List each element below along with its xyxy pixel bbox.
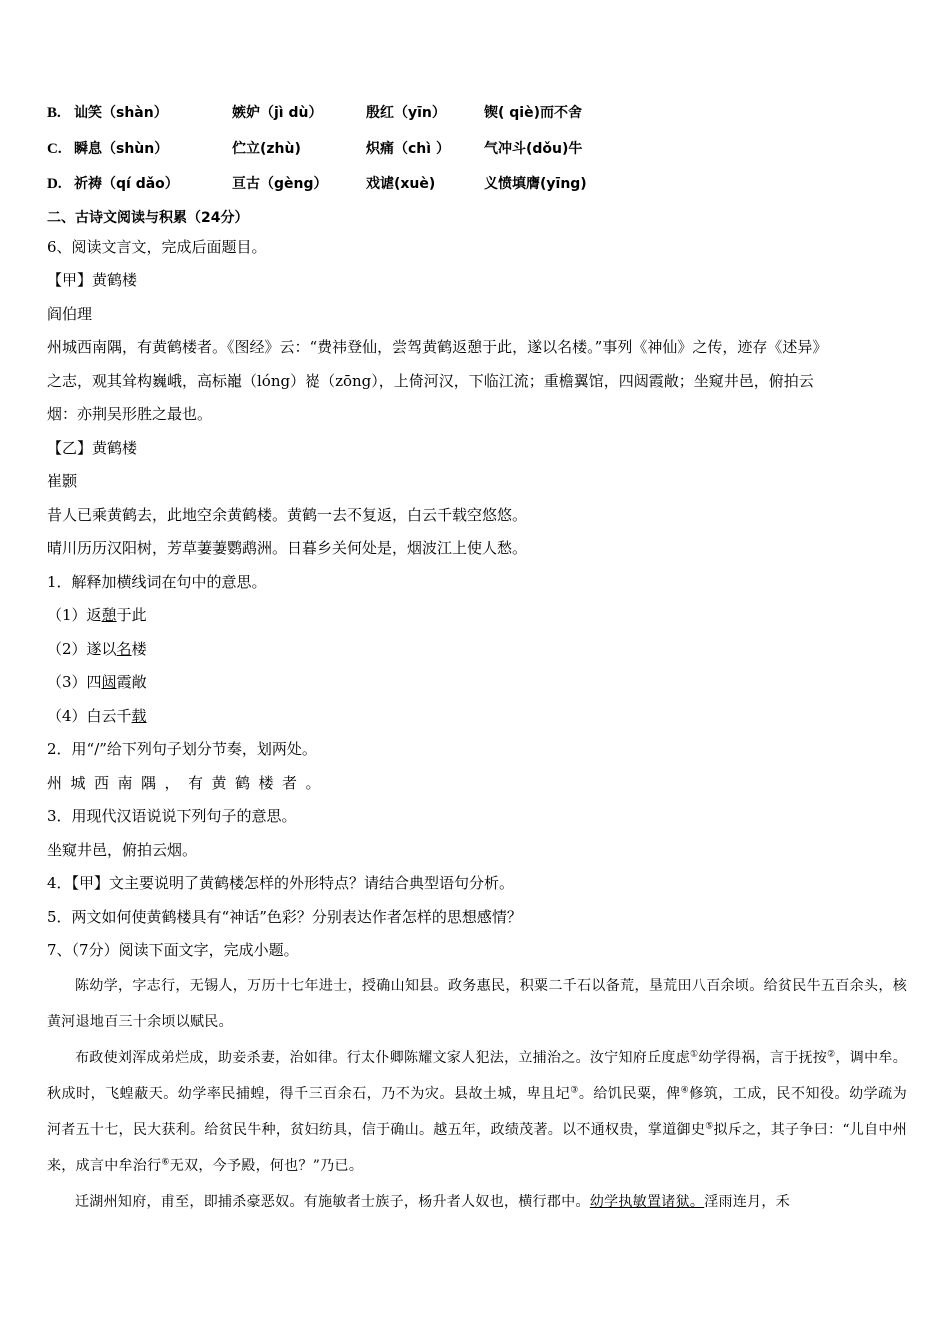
option-b <box>47 96 907 132</box>
option-item: 气冲斗(dǒu)牛 <box>484 140 583 157</box>
q7-instruction: 7、（7分）阅读下面文字，完成小题。 <box>47 941 299 959</box>
footnote-mark: ② <box>827 1048 836 1059</box>
sub-question-1: 1．解释加横线词在句中的意思。 <box>47 572 267 591</box>
sub1-item-text: （2）遂以 <box>47 639 117 658</box>
q7-paragraph-2 <box>47 1040 907 1184</box>
option-item: 亘古（gèng） <box>232 176 328 192</box>
sub1-item-text: 霞敞 <box>116 673 147 691</box>
option-item: 殷红（yīn） <box>366 105 446 121</box>
para-text: 修筑，工成，民不知役。幼学疏为河者五十七，民大获利。给贫民牛种，贫妇纺具，信于确山。越五年，政绩茂著。以不通权贵，掌道御史 <box>47 1085 907 1138</box>
para-text: 幼学得祸，言于抚按 <box>698 1049 828 1066</box>
option-item: 祈祷（qí dǎo） <box>74 176 179 192</box>
footnote-mark: ⑥ <box>161 1156 170 1167</box>
option-d <box>47 167 907 203</box>
option-label: C. <box>47 140 62 157</box>
q6-instruction: 6、阅读文言文，完成后面题目。 <box>47 237 267 256</box>
underlined-word: 名 <box>116 639 132 658</box>
underlined-word: 憩 <box>101 606 117 624</box>
sub-question-5: 5．两文如何使黄鹤楼具有“神话”色彩？分别表达作者怎样的思想感情？ <box>47 907 522 926</box>
option-label: D. <box>47 176 62 192</box>
footnote-mark: ④ <box>680 1084 690 1095</box>
option-item: 嫉妒（jì dù） <box>232 105 323 121</box>
para-text: 无双，今予殿，何也？”乃已。 <box>169 1157 364 1174</box>
jia-text-line: 烟：亦荆吴形胜之最也。 <box>47 405 213 423</box>
jia-author: 阎伯理 <box>47 304 93 323</box>
para-text: 迁湖州知府，甫至，即捕杀豪恶奴。有施敏者士族子，杨升者人奴也，横行郡中。 <box>75 1193 590 1210</box>
option-c <box>47 132 907 168</box>
option-item: 锲( qiè)而不舍 <box>484 105 582 121</box>
option-item: 讪笑（shàn） <box>74 105 168 121</box>
underlined-word: 闼 <box>101 673 117 691</box>
sub1-item-text: 楼 <box>131 639 147 658</box>
options-block <box>47 96 907 203</box>
underlined-sentence: 幼学执敏置诸狱。 <box>589 1193 705 1210</box>
sub1-item <box>47 666 907 700</box>
poem-line: 晴川历历汉阳树，芳草萋萋鹦鹉洲。日暮乡关何处是，烟波江上使人愁。 <box>47 539 528 557</box>
option-label: B. <box>47 105 61 121</box>
sub-question-3: 3．用现代汉语说说下列句子的意思。 <box>47 807 297 825</box>
q7-paragraph-3 <box>47 1184 907 1220</box>
q7-paragraph-1: 陈幼学，字志行，无锡人，万历十七年进士，授确山知县。政务惠民，积粟二千石以备荒，垦荒田八百余顷。给贫民牛五百余头，核黄河退地百三十余顷以赋民。 <box>47 977 907 1030</box>
option-item: 炽痛（chì ） <box>366 140 450 157</box>
para-text: 。给饥民粟，俾 <box>578 1085 681 1102</box>
option-item: 义愤填膺(yīng) <box>484 176 587 192</box>
option-item: 瞬息（shùn） <box>74 140 169 157</box>
sub1-item-text: （3）四 <box>47 673 102 691</box>
jia-text-line: 州城西南隅，有黄鹤楼者。《图经》云：“费祎登仙，尝驾黄鹤返憩于此，遂以名楼。”事列《神仙》之传，迹存《述异》 <box>47 338 828 356</box>
sub1-item-text: （4）白云千 <box>47 706 132 725</box>
sub1-item <box>47 700 907 734</box>
section-heading: 二、古诗文阅读与积累（24分） <box>47 209 249 226</box>
sub3-sentence: 坐窥井邑，俯拍云烟。 <box>47 840 198 859</box>
jia-text-line: 之志，观其耸构巍峨，高标巃（lóng）嵸（zōng），上倚河汉，下临江流；重檐翼馆，四闼霞敞；坐窥井邑，俯拍云 <box>47 371 814 390</box>
footnote-mark: ① <box>690 1048 699 1059</box>
exam-page <box>47 96 907 1220</box>
sub1-item <box>47 599 907 633</box>
yi-title: 【乙】黄鹤楼 <box>47 438 138 457</box>
option-item: 伫立(zhù) <box>232 140 301 157</box>
para-text: 淫雨连月，禾 <box>704 1193 791 1210</box>
poem-line: 昔人已乘黄鹤去，此地空余黄鹤楼。黄鹤一去不复返，白云千载空悠悠。 <box>47 505 528 524</box>
jia-title: 【甲】黄鹤楼 <box>47 271 138 289</box>
option-item: 戏谑(xuè) <box>366 176 436 192</box>
footnote-mark: ③ <box>570 1084 579 1095</box>
para-text: 拟斥之，其子争曰：“儿自中州来，成言中牟治行 <box>47 1121 908 1174</box>
para-text: ，调中牟。秋成时，飞蝗蔽天。幼学率民捕蝗，得千三百余石，乃不为灾。县故土城，卑且圮 <box>47 1049 908 1102</box>
yi-author: 崔颢 <box>47 472 78 490</box>
sub1-item <box>47 633 907 667</box>
underlined-word: 载 <box>131 706 147 725</box>
sub-question-4: 4．【甲】文主要说明了黄鹤楼怎样的外形特点？请结合典型语句分析。 <box>47 874 515 892</box>
para-text: 布政使刘浑成弟烂成，助妾杀妻，治如律。行太仆卿陈耀文家人犯法，立捕治之。汝宁知府丘度虑 <box>75 1049 691 1066</box>
sub2-sentence: 州城西南隅，有黄鹤楼者。 <box>47 773 330 792</box>
sub-question-2: 2．用“/”给下列句子划分节奏，划两处。 <box>47 740 317 758</box>
sub1-item-text: 于此 <box>116 606 147 624</box>
sub1-item-text: （1）返 <box>47 606 102 624</box>
footnote-mark: ⑤ <box>705 1120 714 1131</box>
